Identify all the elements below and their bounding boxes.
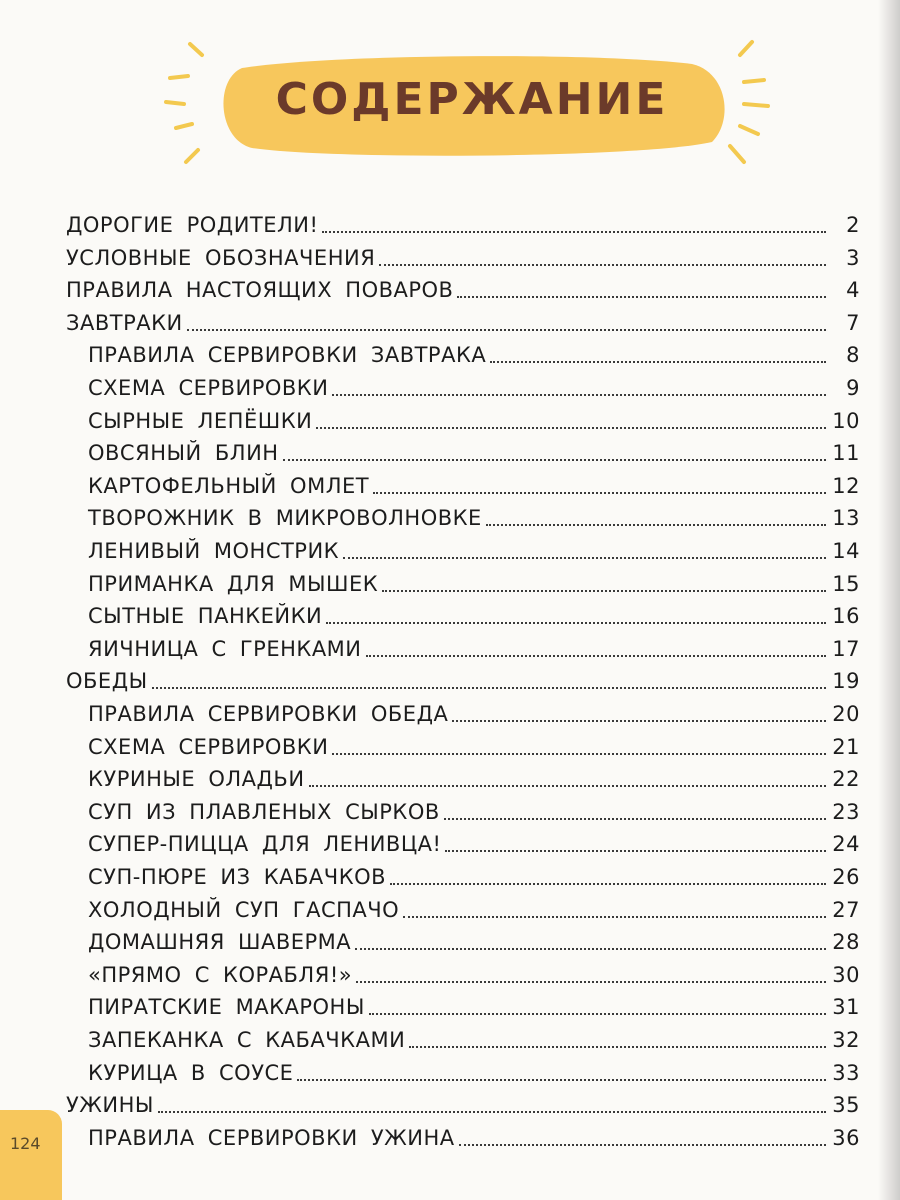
toc-item-label: СУПЕР-ПИЦЦА ДЛЯ ЛЕНИВЦА! (88, 832, 442, 857)
toc-item-label: КУРИЦА В СОУСЕ (88, 1060, 294, 1085)
toc-leader-dots (355, 947, 826, 950)
toc-item-row (88, 467, 860, 499)
toc-leader-dots (390, 882, 826, 885)
toc-item-label: ЗАПЕКАНКА С КАБАЧКАМИ (88, 1028, 406, 1052)
toc-leader-dots (373, 491, 826, 494)
toc-item-row (88, 434, 860, 466)
toc-item-row (88, 1021, 860, 1053)
toc-section-row (66, 271, 860, 303)
toc-item-page: 21 (832, 734, 860, 759)
toc-section-row (66, 206, 860, 238)
toc-item-page: 7 (846, 310, 860, 335)
toc-item-row (88, 825, 860, 857)
toc-leader-dots (187, 328, 826, 331)
toc-item-label: «ПРЯМО С КОРАБЛЯ!» (88, 962, 353, 987)
page-edge-shadow (878, 0, 900, 1200)
toc-item-page: 36 (832, 1125, 860, 1150)
toc-item-page: 23 (832, 799, 860, 824)
toc-item-row (88, 336, 860, 368)
toc-leader-dots (382, 589, 826, 592)
toc-item-page: 30 (832, 962, 860, 987)
toc-item-page: 19 (832, 669, 860, 694)
toc-leader-dots (332, 752, 826, 755)
toc-item-label: СХЕМА СЕРВИРОВКИ (88, 376, 329, 400)
toc-item-page: 14 (832, 539, 860, 563)
toc-leader-dots (403, 915, 826, 918)
toc-item-row (88, 760, 860, 792)
toc-item-page: 22 (832, 767, 860, 792)
toc-item-page: 31 (832, 995, 860, 1020)
toc-leader-dots (326, 621, 826, 624)
toc-leader-dots (369, 1012, 826, 1015)
toc-leader-dots (409, 1045, 826, 1048)
toc-item-row (88, 369, 860, 401)
toc-item-row (88, 695, 860, 727)
toc-leader-dots (457, 295, 826, 298)
toc-item-label: ОВСЯНЫЙ БЛИН (88, 441, 279, 466)
toc-item-row (88, 923, 860, 955)
toc-section-row (66, 662, 860, 694)
toc-leader-dots (366, 654, 826, 657)
toc-item-label: КУРИНЫЕ ОЛАДЬИ (88, 767, 305, 792)
toc-item-label: ДОМАШНЯЯ ШАВЕРМА (88, 930, 352, 955)
toc-item-label: ПРАВИЛА СЕРВИРОВКИ ЗАВТРАКА (88, 343, 487, 368)
toc-item-row (88, 793, 860, 825)
toc-section-row (66, 304, 860, 336)
toc-item-label: ЛЕНИВЫЙ МОНСТРИК (88, 539, 340, 563)
toc-item-label: ПИРАТСКИЕ МАКАРОНЫ (88, 995, 365, 1020)
toc-item-label: ДОРОГИЕ РОДИТЕЛИ! (66, 213, 319, 237)
toc-item-row (88, 728, 860, 760)
toc-item-page: 13 (832, 506, 860, 531)
toc-leader-dots (452, 719, 826, 722)
page-number-tab (0, 1110, 62, 1200)
toc-leader-dots (356, 980, 826, 983)
toc-item-page: 2 (846, 213, 860, 237)
toc-item-page: 20 (832, 702, 860, 726)
toc-item-label: УЖИНЫ (66, 1093, 154, 1118)
toc-item-page: 9 (846, 376, 860, 400)
toc-leader-dots (332, 393, 826, 396)
toc-item-label: ПРИМАНКА ДЛЯ МЫШЕК (88, 571, 379, 596)
toc-item-row (88, 858, 860, 890)
toc-leader-dots (309, 784, 826, 787)
toc-item-page: 35 (832, 1093, 860, 1118)
page-number: 124 (10, 1134, 41, 1153)
toc-item-page: 24 (832, 832, 860, 857)
toc-item-label: ОБЕДЫ (66, 669, 148, 694)
toc-item-page: 27 (832, 897, 860, 922)
toc-leader-dots (444, 817, 826, 820)
toc-item-label: СХЕМА СЕРВИРОВКИ (88, 734, 329, 759)
toc-item-page: 28 (832, 930, 860, 955)
toc-item-row (88, 988, 860, 1020)
toc-item-label: ТВОРОЖНИК В МИКРОВОЛНОВКЕ (88, 506, 482, 531)
toc-item-page: 17 (832, 636, 860, 661)
toc-item-page: 3 (846, 245, 860, 270)
toc-item-label: СУП ИЗ ПЛАВЛЕНЫХ СЫРКОВ (88, 799, 440, 824)
toc-item-label: ЯИЧНИЦА С ГРЕНКАМИ (88, 636, 362, 661)
toc-leader-dots (490, 360, 826, 363)
toc-item-label: ПРАВИЛА СЕРВИРОВКИ УЖИНА (88, 1125, 455, 1150)
toc-item-row (88, 402, 860, 434)
toc-item-page: 12 (832, 473, 860, 498)
toc-leader-dots (158, 1110, 826, 1113)
toc-item-row (88, 1119, 860, 1151)
toc-item-row (88, 1054, 860, 1086)
toc-item-label: ПРАВИЛА НАСТОЯЩИХ ПОВАРОВ (66, 278, 454, 303)
toc-item-label: УСЛОВНЫЕ ОБОЗНАЧЕНИЯ (66, 245, 376, 270)
toc-item-label: СУП-ПЮРЕ ИЗ КАБАЧКОВ (88, 865, 387, 889)
toc-item-row (88, 597, 860, 629)
toc-leader-dots (316, 426, 826, 429)
toc-item-label: ПРАВИЛА СЕРВИРОВКИ ОБЕДА (88, 702, 449, 726)
toc-item-label: КАРТОФЕЛЬНЫЙ ОМЛЕТ (88, 473, 370, 498)
toc-item-label: СЫРНЫЕ ЛЕПЁШКИ (88, 408, 313, 433)
toc-item-page: 11 (832, 441, 860, 466)
toc-item-page: 15 (832, 571, 860, 596)
toc-leader-dots (297, 1078, 826, 1081)
toc-leader-dots (322, 230, 826, 233)
toc-leader-dots (459, 1143, 826, 1146)
toc-item-page: 8 (846, 343, 860, 368)
toc-item-page: 32 (832, 1028, 860, 1052)
toc-item-page: 4 (846, 278, 860, 303)
toc-item-row (88, 956, 860, 988)
toc-leader-dots (486, 523, 826, 526)
toc-section-row (66, 239, 860, 271)
toc-item-row (88, 891, 860, 923)
toc-leader-dots (152, 686, 826, 689)
toc-item-row (88, 532, 860, 564)
toc-leader-dots (283, 458, 826, 461)
toc-item-row (88, 499, 860, 531)
toc-item-row (88, 565, 860, 597)
toc-item-page: 26 (832, 865, 860, 889)
toc-item-page: 10 (832, 408, 860, 433)
toc-item-label: ЗАВТРАКИ (66, 310, 183, 335)
toc-leader-dots (379, 263, 826, 266)
toc-item-label: ХОЛОДНЫЙ СУП ГАСПАЧО (88, 897, 400, 922)
toc-item-page: 33 (832, 1060, 860, 1085)
toc-leader-dots (343, 556, 826, 559)
toc-item-label: СЫТНЫЕ ПАНКЕЙКИ (88, 604, 323, 629)
toc-item-page: 16 (832, 604, 860, 629)
toc-leader-dots (445, 849, 826, 852)
toc-section-row (66, 1086, 860, 1118)
page-title: СОДЕРЖАНИЕ (275, 74, 669, 125)
toc-item-row (88, 630, 860, 662)
